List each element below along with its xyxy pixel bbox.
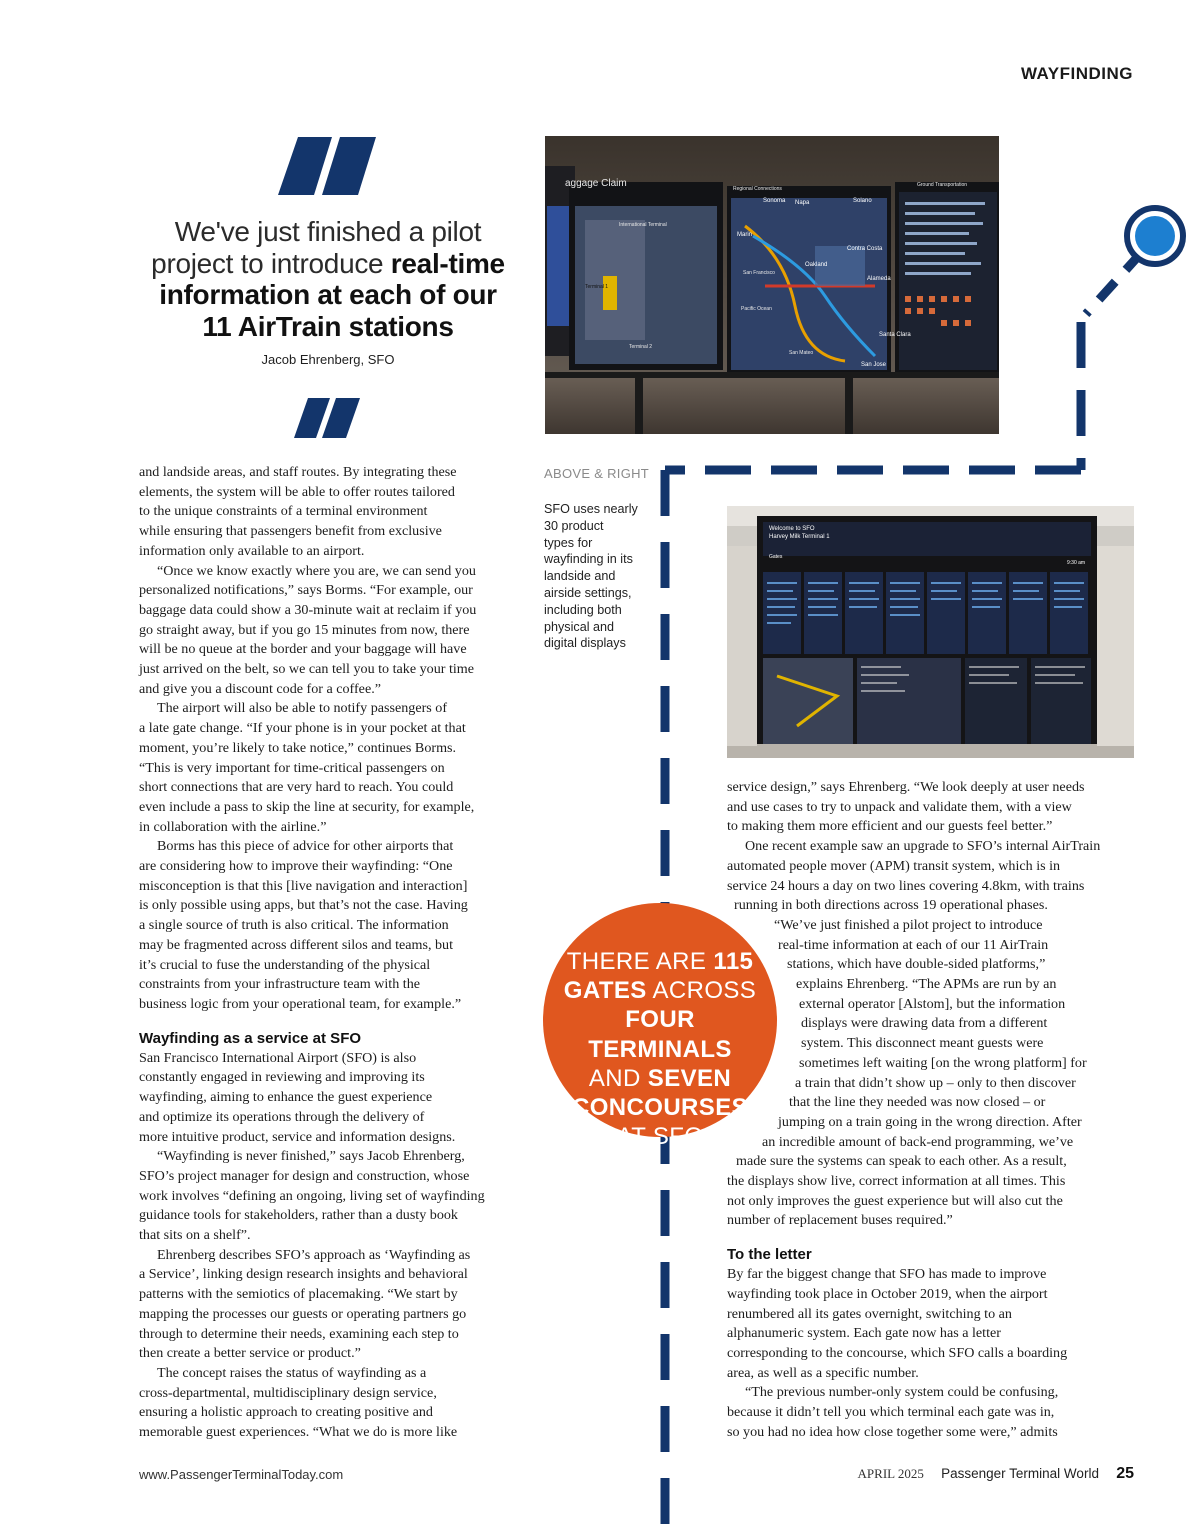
caption-line: digital displays — [544, 636, 626, 651]
right-line: area, as well as a specific number. — [727, 1364, 919, 1381]
left-line: The airport will also be able to notify passengers of — [157, 700, 448, 717]
left-line: will be no queue at the border and your baggage will have — [139, 641, 467, 658]
left-line: in collaboration with the airline.” — [139, 818, 327, 835]
left-line: constraints from your infrastructure team with the — [139, 976, 421, 993]
left-line: work involves “defining an ongoing, living set of wayfinding — [139, 1187, 485, 1204]
caption-line: airside settings, — [544, 585, 632, 600]
callout-b1: 115 — [713, 948, 754, 975]
callout-b5: CONCOURSES — [571, 1094, 749, 1122]
left-line: just arrived on the belt, so we can tell you to take your time — [139, 661, 475, 678]
photo-gates-label-time: 9:30 am — [1067, 560, 1086, 566]
right-line: made sure the systems can speak to each other. As a result, — [736, 1153, 1067, 1170]
photo-top-label-san-mateo: San Mateo — [789, 350, 814, 356]
photo-top-label-solano: Solano — [853, 198, 872, 204]
left-line: The concept raises the status of wayfinding as a — [157, 1364, 427, 1381]
page-number: 25 — [1116, 1465, 1134, 1482]
left-line: memorable guest experiences. “What we do is more like — [139, 1424, 458, 1441]
left-line: cross-departmental, multidisciplinary design service, — [139, 1384, 437, 1401]
photo-gates-drawing — [727, 506, 1134, 758]
callout-b3: FOUR TERMINALS — [588, 1006, 732, 1063]
right-line: “We’ve just finished a pilot project to introduce — [774, 916, 1043, 933]
left-column — [139, 463, 529, 1443]
photo-gates-label-terminal: Harvey Milk Terminal 1 — [769, 534, 830, 540]
footer-issue — [858, 1465, 1134, 1483]
left-line: business logic from your operational team, for example.” — [139, 995, 462, 1012]
photo-top-label-ground: Ground Transportation — [917, 182, 968, 188]
photo-top-label-regional: Regional Connections — [733, 186, 782, 192]
left-line: Borms has this piece of advice for other airports that — [157, 838, 454, 855]
right-line: explains Ehrenberg. “The APMs are run by an — [796, 976, 1057, 993]
callout-p1: THERE ARE — [566, 948, 714, 975]
left-line: a single source of truth is also critical. The information — [139, 917, 449, 934]
close-quote-icon — [294, 398, 360, 438]
left-line: it’s crucial to fuse the understanding of the physical — [139, 956, 431, 973]
photo-top-label-alameda: Alameda — [867, 276, 891, 282]
right-line: real-time information at each of our 11 AirTrain — [778, 936, 1049, 953]
footer-magazine: Passenger Terminal World — [941, 1466, 1099, 1481]
route-diagonal — [1086, 252, 1142, 314]
right-line: and use cases to try to unpack and validate them, with a view — [727, 798, 1072, 815]
right-line: a train that didn’t show up – only to then discover — [795, 1074, 1076, 1091]
right-line: because it didn’t tell you which terminal each gate was in, — [727, 1404, 1055, 1421]
left-line: personalized notifications,” says Borms. “For example, our — [139, 582, 473, 599]
photo-top-label-terminal2: Terminal 2 — [629, 344, 653, 350]
right-line: system. This disconnect meant guests were — [801, 1035, 1044, 1052]
right-line: not only improves the guest experience but will also cut the — [727, 1192, 1063, 1209]
left-line: may be fragmented across different silos and teams, but — [139, 936, 454, 953]
photo-gates-display — [727, 506, 1134, 758]
subheading-wayfinding-service: Wayfinding as a service at SFO — [139, 1029, 362, 1047]
left-line: while ensuring that passengers benefit from exclusive — [139, 523, 442, 540]
right-line: service 24 hours a day on two lines covering 4.8km, with trains — [727, 877, 1085, 894]
right-line: to making them more efficient and our guests feel better.” — [727, 818, 1053, 835]
right-line: renumbered all its gates overnight, switching to an — [727, 1305, 1012, 1322]
left-line: is only possible using apps, but that’s not the case. Having — [139, 897, 468, 914]
left-line: guidance tools for stakeholders, rather than a dusty book — [139, 1207, 458, 1224]
callout-p2: ACROSS — [646, 977, 757, 1005]
callout-b2: GATES — [563, 977, 647, 1005]
right-line: By far the biggest change that SFO has made to improve — [727, 1266, 1047, 1283]
right-line: “The previous number-only system could be confusing, — [745, 1384, 1059, 1401]
left-line: short connections that are very hard to reach. You could — [139, 779, 454, 796]
subheading-to-the-letter: To the letter — [727, 1246, 812, 1264]
right-line: the displays show live, correct information at all times. This — [727, 1173, 1066, 1190]
left-line: baggage data could show a 30-minute wait at reclaim if you — [139, 601, 477, 618]
pull-quote-attribution: Jacob Ehrenberg, SFO — [261, 352, 395, 367]
left-line: through to determine their needs, examining each step to — [139, 1325, 459, 1342]
photo-top-label-baggage: aggage Claim — [565, 178, 627, 189]
callout-p4: AT SFO — [616, 1123, 704, 1151]
left-line: SFO’s project manager for design and construction, whose — [139, 1167, 470, 1184]
photo-gates-label-gates: Gates — [769, 554, 783, 560]
right-line: an incredible amount of back-end programming, we’ve — [762, 1133, 1074, 1150]
photo-top-label-oakland: Oakland — [805, 262, 828, 268]
left-line: information only available to an airport. — [139, 542, 365, 559]
left-line: a late gate change. “If your phone is in your pocket at that — [139, 720, 466, 737]
right-line: alphanumeric system. Each gate now has a letter — [727, 1325, 1001, 1342]
left-line: wayfinding, aiming to enhance the guest experience — [139, 1089, 433, 1106]
right-line: service design,” says Ehrenberg. “We look deeply at user needs — [727, 779, 1085, 795]
left-line: San Francisco International Airport (SFO) is also — [139, 1049, 417, 1066]
right-line: corresponding to the concourse, which SFO calls a boarding — [727, 1344, 1068, 1361]
pull-quote-light: We've just finished a pilot project to introduce — [151, 216, 482, 279]
photo-top-label-international: International Terminal — [619, 222, 667, 228]
left-line: patterns with the semiotics of placemaking. “We start by — [139, 1286, 458, 1303]
photo-top-label-santa-clara: Santa Clara — [879, 332, 911, 338]
left-line: go straight away, but if you go 15 minutes from now, there — [139, 621, 470, 638]
right-column — [727, 778, 1137, 1443]
left-line: misconception is that this [live navigation and interaction] — [139, 877, 468, 894]
right-line: One recent example saw an upgrade to SFO’s internal AirTrain — [745, 838, 1101, 855]
callout-b4: SEVEN — [647, 1064, 732, 1092]
right-line: jumping on a train going in the wrong direction. After — [778, 1113, 1082, 1130]
left-line: to the unique constraints of a terminal environment — [139, 503, 428, 520]
photo-gates-label-welcome: Welcome to SFO — [769, 526, 815, 532]
photo-top-label-contra-costa: Contra Costa — [847, 246, 883, 252]
right-line: external operator [Alstom], but the information — [799, 995, 1066, 1012]
open-quote-icon — [278, 137, 378, 195]
left-line: a Service’, linking design research insights and behavioral — [139, 1266, 468, 1283]
photo-top-label-terminal1: Terminal 1 — [585, 284, 609, 290]
route-dot — [1135, 216, 1175, 256]
left-line: that sits on a shelf”. — [139, 1227, 251, 1244]
left-line: elements, the system will be able to offer routes tailored — [139, 483, 455, 500]
photo-top-label-marin: Marin — [737, 232, 753, 238]
right-line: that the line they needed was now closed – or — [789, 1094, 1046, 1111]
right-line: displays were drawing data from a different — [801, 1015, 1048, 1032]
left-line: then create a better service or product.” — [139, 1345, 361, 1362]
left-line: “Wayfinding is never finished,” says Jacob Ehrenberg, — [157, 1148, 465, 1165]
right-line: number of replacement buses required.” — [727, 1212, 953, 1229]
left-line: moment, you’re likely to take notice,” continues Borms. — [139, 739, 457, 756]
photo-top-label-san-jose: San Jose — [861, 362, 887, 368]
caption-line: wayfinding in its — [544, 552, 633, 567]
caption-line: 30 product — [544, 518, 604, 533]
left-line: and landside areas, and staff routes. By integrating these — [139, 464, 457, 480]
right-line: running in both directions across 19 operational phases. — [734, 897, 1048, 914]
caption-line: landside and — [544, 569, 616, 584]
pull-quote — [148, 216, 508, 342]
photo-top-label-napa: Napa — [795, 200, 810, 206]
callout-p3: AND — [588, 1064, 648, 1092]
left-line: more intuitive product, service and information designs. — [139, 1128, 456, 1145]
right-line: stations, which have double-sided platforms,” — [787, 956, 1046, 973]
photo-top-label-pacific: Pacific Ocean — [741, 306, 772, 312]
caption-line: SFO uses nearly — [544, 502, 638, 516]
caption-heading: ABOVE & RIGHT — [544, 466, 650, 481]
right-line: so you had no idea how close together some were,” admits — [727, 1423, 1058, 1440]
pull-quote-bold: real-time information at each of our 11 AirTrain stations — [159, 247, 505, 342]
caption-body — [544, 501, 654, 652]
left-line: ensuring a holistic approach to creating positive and — [139, 1404, 433, 1421]
left-line: “This is very important for time-critical passengers on — [139, 759, 445, 776]
footer-website[interactable]: www.PassengerTerminalToday.com — [139, 1467, 344, 1482]
left-line: mapping the processes our guests or operating partners go — [139, 1305, 467, 1322]
caption-line: types for — [544, 535, 593, 550]
left-line: constantly engaged in reviewing and improving its — [139, 1069, 425, 1086]
left-line: even include a pass to skip the line at security, for example, — [139, 798, 475, 815]
section-tag: WAYFINDING — [1020, 64, 1133, 83]
left-line: Ehrenberg describes SFO’s approach as ‘Wayfinding as — [157, 1246, 471, 1263]
caption-line: including both — [544, 602, 622, 617]
caption-line: physical and — [544, 619, 615, 634]
photo-top-label-sonoma: Sonoma — [763, 198, 786, 204]
left-line: and give you a discount code for a coffee.” — [139, 680, 381, 697]
left-line: and optimize its operations through the delivery of — [139, 1108, 425, 1125]
right-line: automated people mover (APM) transit system, which is in — [727, 857, 1061, 874]
left-line: “Once we know exactly where you are, we can send you — [157, 562, 476, 579]
right-line: sometimes left waiting [on the wrong platform] for — [799, 1054, 1087, 1071]
right-line: wayfinding took place in October 2019, when the airport — [727, 1285, 1048, 1302]
footer-issue-date: APRIL 2025 — [857, 1466, 924, 1481]
photo-top-displays — [545, 136, 999, 434]
left-line: are considering how to improve their wayfinding: “One — [139, 858, 453, 875]
photo-top-label-sf: San Francisco — [743, 270, 775, 276]
